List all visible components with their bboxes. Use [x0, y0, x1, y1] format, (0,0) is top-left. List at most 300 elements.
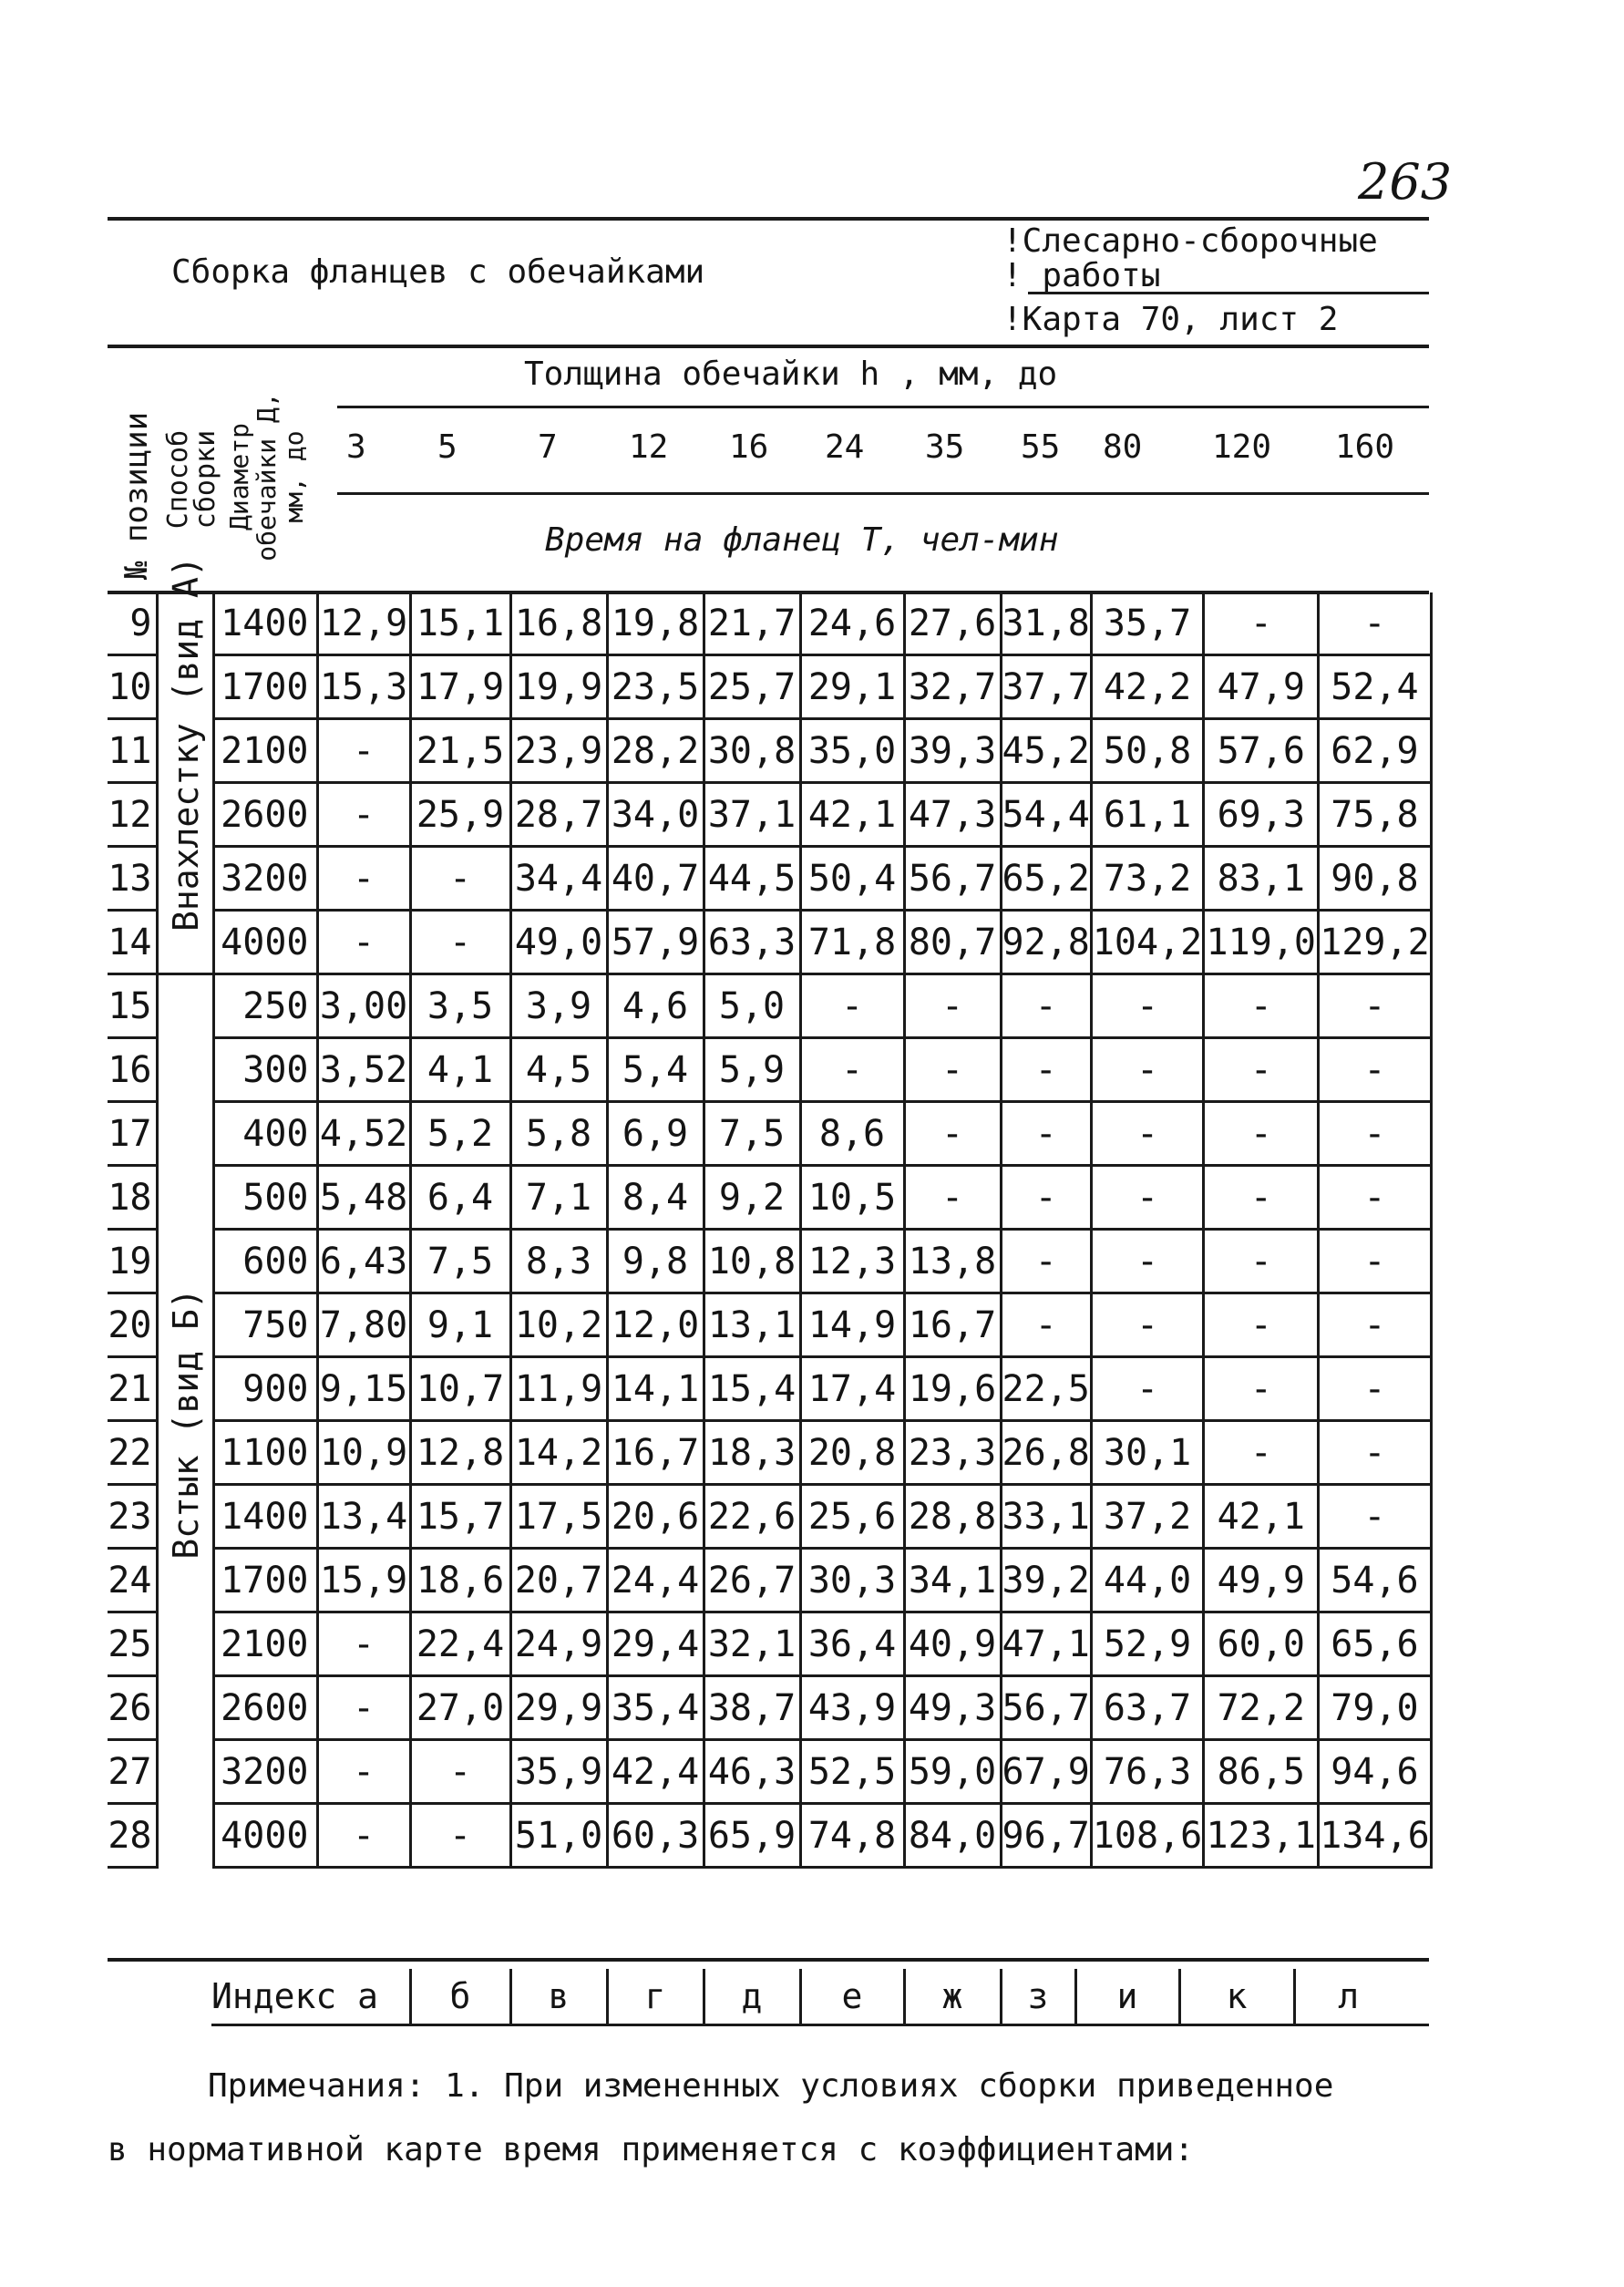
diameter-label: Диаметр обечайки Д, мм, до	[224, 392, 309, 561]
time-value-cell: 28,7	[510, 783, 607, 847]
time-value-cell: -	[1204, 1293, 1319, 1357]
position-cell: 17	[108, 1102, 157, 1166]
time-value-cell: -	[410, 847, 510, 911]
diameter-cell: 1100	[213, 1421, 317, 1485]
time-value-cell: 62,9	[1319, 719, 1431, 783]
time-value-cell: 8,4	[607, 1166, 704, 1230]
time-value-cell: -	[1204, 1102, 1319, 1166]
time-label: Время на фланец Т, чел-мин	[545, 521, 1059, 559]
time-value-cell: 9,8	[607, 1230, 704, 1293]
time-value-cell: -	[1319, 1485, 1431, 1549]
header-bottom-rule	[108, 345, 1429, 348]
time-value-cell: 14,1	[607, 1357, 704, 1421]
time-value-cell: 8,3	[510, 1230, 607, 1293]
time-value-cell: -	[1319, 1102, 1431, 1166]
time-value-cell: 96,7	[1001, 1804, 1091, 1868]
time-value-cell: 50,4	[800, 847, 904, 911]
time-value-cell: 32,7	[904, 655, 1001, 719]
time-value-cell: 5,8	[510, 1102, 607, 1166]
time-value-cell: -	[317, 1804, 410, 1868]
table-row	[108, 1293, 1431, 1357]
table-row	[108, 1357, 1431, 1421]
index-letter-cell: и	[1075, 1969, 1179, 2024]
time-value-cell: 10,9	[317, 1421, 410, 1485]
diameter-cell: 500	[213, 1166, 317, 1230]
time-value-cell: 3,5	[410, 974, 510, 1038]
time-value-cell: 26,7	[704, 1549, 800, 1612]
time-value-cell: 32,1	[704, 1612, 800, 1676]
time-value-cell: 7,5	[704, 1102, 800, 1166]
time-value-cell: 52,4	[1319, 655, 1431, 719]
position-cell: 21	[108, 1357, 157, 1421]
method-butt-label: Встык (вид Б)	[165, 1288, 206, 1560]
time-value-cell: 45,2	[1001, 719, 1091, 783]
position-cell: 10	[108, 655, 157, 719]
position-cell: 12	[108, 783, 157, 847]
time-value-cell: -	[904, 974, 1001, 1038]
time-value-cell: 5,4	[607, 1038, 704, 1102]
note-line1: Примечания: 1. При измененных условиях сборки приведенное	[208, 2067, 1334, 2105]
diameter-cell: 2600	[213, 1676, 317, 1740]
time-value-cell: -	[1001, 974, 1091, 1038]
time-value-cell: -	[1204, 1166, 1319, 1230]
time-value-cell: 47,9	[1204, 655, 1319, 719]
time-value-cell: 4,52	[317, 1102, 410, 1166]
diameter-cell: 900	[213, 1357, 317, 1421]
time-value-cell: 57,9	[607, 911, 704, 974]
time-value-cell: 12,9	[317, 592, 410, 655]
time-value-cell: -	[1204, 1421, 1319, 1485]
time-value-cell: -	[1091, 1293, 1203, 1357]
time-value-cell: -	[1319, 1230, 1431, 1293]
time-value-cell: 80,7	[904, 911, 1001, 974]
time-value-cell: 35,4	[607, 1676, 704, 1740]
thickness-label: Толщина обечайки h , мм, до	[524, 355, 1058, 393]
time-value-cell: 22,4	[410, 1612, 510, 1676]
time-value-cell: -	[1204, 1038, 1319, 1102]
thickness-160: 160	[1335, 428, 1395, 466]
time-value-cell: -	[317, 847, 410, 911]
time-value-cell: 37,2	[1091, 1485, 1203, 1549]
table-row	[108, 1166, 1431, 1230]
time-value-cell: 44,0	[1091, 1549, 1203, 1612]
time-value-cell: 60,0	[1204, 1612, 1319, 1676]
time-value-cell: 38,7	[704, 1676, 800, 1740]
time-value-cell: 30,8	[704, 719, 800, 783]
time-value-cell: 11,9	[510, 1357, 607, 1421]
time-value-cell: 47,3	[904, 783, 1001, 847]
thickness-55: 55	[1021, 428, 1061, 466]
index-table	[211, 1969, 1402, 2024]
position-cell: 14	[108, 911, 157, 974]
time-value-cell: 119,0	[1204, 911, 1319, 974]
time-value-cell: 79,0	[1319, 1676, 1431, 1740]
time-value-cell: -	[1319, 1357, 1431, 1421]
diameter-cell: 2600	[213, 783, 317, 847]
time-value-cell: -	[1091, 1166, 1203, 1230]
time-value-cell: -	[317, 911, 410, 974]
table-row	[108, 1230, 1431, 1293]
time-value-cell: 15,9	[317, 1549, 410, 1612]
thickness-5: 5	[437, 428, 457, 466]
time-value-cell: -	[1319, 1166, 1431, 1230]
diameter-cell: 4000	[213, 911, 317, 974]
table-row	[108, 1740, 1431, 1804]
table-row	[108, 911, 1431, 974]
time-value-cell: -	[317, 1612, 410, 1676]
time-value-cell: -	[1001, 1102, 1091, 1166]
diameter-cell: 4000	[213, 1804, 317, 1868]
index-top-rule	[108, 1958, 1429, 1962]
time-value-cell: 50,8	[1091, 719, 1203, 783]
time-value-cell: 35,9	[510, 1740, 607, 1804]
time-value-cell: 51,0	[510, 1804, 607, 1868]
time-value-cell: 15,1	[410, 592, 510, 655]
column-header-pos	[108, 352, 160, 592]
table-row	[108, 1038, 1431, 1102]
diameter-cell: 400	[213, 1102, 317, 1166]
time-value-cell: 3,00	[317, 974, 410, 1038]
time-value-cell: 104,2	[1091, 911, 1203, 974]
time-value-cell: -	[1319, 974, 1431, 1038]
time-value-cell: 40,9	[904, 1612, 1001, 1676]
time-value-cell: 12,8	[410, 1421, 510, 1485]
diameter-cell: 600	[213, 1230, 317, 1293]
time-value-cell: 65,6	[1319, 1612, 1431, 1676]
time-value-cell: 60,3	[607, 1804, 704, 1868]
time-value-cell: 123,1	[1204, 1804, 1319, 1868]
time-value-cell: 36,4	[800, 1612, 904, 1676]
time-value-cell: 8,6	[800, 1102, 904, 1166]
time-value-cell: 71,8	[800, 911, 904, 974]
method-overlap-cell	[157, 556, 213, 974]
time-value-cell: 33,1	[1001, 1485, 1091, 1549]
time-value-cell: 56,7	[904, 847, 1001, 911]
time-value-cell: 20,7	[510, 1549, 607, 1612]
time-value-cell: -	[1001, 1038, 1091, 1102]
thickness-values-row	[319, 428, 1429, 483]
time-value-cell: -	[317, 719, 410, 783]
time-value-cell: -	[317, 783, 410, 847]
index-letter-cell: д	[704, 1969, 800, 2024]
position-cell: 13	[108, 847, 157, 911]
time-value-cell: 46,3	[704, 1740, 800, 1804]
time-value-cell: 28,8	[904, 1485, 1001, 1549]
table-row	[108, 719, 1431, 783]
table-row	[108, 1421, 1431, 1485]
table-row	[108, 1485, 1431, 1549]
position-cell: 18	[108, 1166, 157, 1230]
time-value-cell: 25,9	[410, 783, 510, 847]
card-number: !Карта 70, лист 2	[1002, 301, 1339, 338]
time-value-cell: 19,8	[607, 592, 704, 655]
time-value-cell: 57,6	[1204, 719, 1319, 783]
time-value-cell: 17,4	[800, 1357, 904, 1421]
position-cell: 28	[108, 1804, 157, 1868]
work-category-line2: ! работы	[1002, 257, 1161, 294]
position-cell: 20	[108, 1293, 157, 1357]
position-cell: 26	[108, 1676, 157, 1740]
time-value-cell: 19,6	[904, 1357, 1001, 1421]
time-value-cell: 52,5	[800, 1740, 904, 1804]
time-value-cell: 76,3	[1091, 1740, 1203, 1804]
work-category-line1: !Слесарно-сборочные	[1002, 222, 1378, 260]
time-value-cell: 25,7	[704, 655, 800, 719]
table-row	[108, 1804, 1431, 1868]
table-row	[108, 974, 1431, 1038]
time-value-cell: 29,4	[607, 1612, 704, 1676]
time-value-cell: 27,6	[904, 592, 1001, 655]
thickness-values-rule	[337, 492, 1429, 495]
time-value-cell: 63,7	[1091, 1676, 1203, 1740]
time-value-cell: -	[1319, 1293, 1431, 1357]
note-line2: в нормативной карте время применяется с коэффициентами:	[108, 2131, 1195, 2169]
time-value-cell: 90,8	[1319, 847, 1431, 911]
time-value-cell: -	[1091, 1102, 1203, 1166]
time-value-cell: -	[1001, 1293, 1091, 1357]
time-value-cell: 37,1	[704, 783, 800, 847]
time-value-cell: 44,5	[704, 847, 800, 911]
position-cell: 24	[108, 1549, 157, 1612]
time-value-cell: 54,4	[1001, 783, 1091, 847]
index-letter-cell: к	[1179, 1969, 1294, 2024]
time-value-cell: 72,2	[1204, 1676, 1319, 1740]
time-value-cell: 13,4	[317, 1485, 410, 1549]
time-value-cell: 73,2	[1091, 847, 1203, 911]
time-value-cell: -	[1319, 1421, 1431, 1485]
diameter-cell: 250	[213, 974, 317, 1038]
position-cell: 22	[108, 1421, 157, 1485]
time-value-cell: 49,0	[510, 911, 607, 974]
time-value-cell: 9,1	[410, 1293, 510, 1357]
time-value-cell: 39,2	[1001, 1549, 1091, 1612]
time-value-cell: -	[1091, 974, 1203, 1038]
time-value-cell: 65,9	[704, 1804, 800, 1868]
time-value-cell: 42,1	[800, 783, 904, 847]
index-letter-cell: ж	[904, 1969, 1001, 2024]
time-value-cell: 54,6	[1319, 1549, 1431, 1612]
table-row	[108, 847, 1431, 911]
time-value-cell: 13,8	[904, 1230, 1001, 1293]
time-value-cell: 17,9	[410, 655, 510, 719]
time-value-cell: 27,0	[410, 1676, 510, 1740]
time-value-cell: 5,48	[317, 1166, 410, 1230]
time-value-cell: 30,1	[1091, 1421, 1203, 1485]
time-value-cell: 40,7	[607, 847, 704, 911]
time-value-cell: -	[800, 974, 904, 1038]
time-value-cell: 34,0	[607, 783, 704, 847]
time-value-cell: 63,3	[704, 911, 800, 974]
thickness-rule	[337, 406, 1429, 408]
table-row	[108, 655, 1431, 719]
time-value-cell: 74,8	[800, 1804, 904, 1868]
diameter-cell: 3200	[213, 847, 317, 911]
time-value-cell: 3,52	[317, 1038, 410, 1102]
time-value-cell: 52,9	[1091, 1612, 1203, 1676]
time-value-cell: 16,7	[904, 1293, 1001, 1357]
position-cell: 19	[108, 1230, 157, 1293]
header-top-rule	[108, 217, 1429, 221]
time-value-cell: 18,3	[704, 1421, 800, 1485]
time-value-cell: 9,2	[704, 1166, 800, 1230]
time-value-cell: 47,1	[1001, 1612, 1091, 1676]
column-header-diameter	[217, 352, 317, 592]
time-value-cell: -	[1319, 1038, 1431, 1102]
time-value-cell: 34,4	[510, 847, 607, 911]
card-title: Сборка фланцев с обечайками	[171, 253, 705, 291]
time-value-cell: 19,9	[510, 655, 607, 719]
table-row	[108, 783, 1431, 847]
table-row	[108, 1676, 1431, 1740]
time-value-cell: 14,2	[510, 1421, 607, 1485]
time-value-cell: 7,5	[410, 1230, 510, 1293]
time-value-cell: 4,1	[410, 1038, 510, 1102]
time-value-cell: 17,5	[510, 1485, 607, 1549]
time-value-cell: -	[800, 1038, 904, 1102]
table-row	[108, 1612, 1431, 1676]
time-value-cell: 12,3	[800, 1230, 904, 1293]
time-value-cell: 15,7	[410, 1485, 510, 1549]
time-value-cell: 5,9	[704, 1038, 800, 1102]
pos-label: № позиции	[118, 411, 155, 580]
time-value-cell: 7,80	[317, 1293, 410, 1357]
time-value-cell: 43,9	[800, 1676, 904, 1740]
time-value-cell: 16,7	[607, 1421, 704, 1485]
position-cell: 15	[108, 974, 157, 1038]
time-value-cell: -	[1204, 1357, 1319, 1421]
time-value-cell: 84,0	[904, 1804, 1001, 1868]
time-value-cell: 10,2	[510, 1293, 607, 1357]
index-letter-cell: б	[410, 1969, 510, 2024]
time-value-cell: 24,6	[800, 592, 904, 655]
time-value-cell: 108,6	[1091, 1804, 1203, 1868]
time-value-cell: 22,5	[1001, 1357, 1091, 1421]
time-value-cell: -	[1001, 1230, 1091, 1293]
time-value-cell: 35,0	[800, 719, 904, 783]
method-overlap-label: Внахлестку (вид А)	[165, 556, 206, 932]
time-value-cell: 12,0	[607, 1293, 704, 1357]
index-letter-cell: е	[800, 1969, 904, 2024]
time-value-cell: 15,4	[704, 1357, 800, 1421]
time-value-cell: 86,5	[1204, 1740, 1319, 1804]
time-value-cell: 75,8	[1319, 783, 1431, 847]
time-value-cell: 42,1	[1204, 1485, 1319, 1549]
thickness-24: 24	[825, 428, 865, 466]
time-value-cell: 129,2	[1319, 911, 1431, 974]
position-cell: 16	[108, 1038, 157, 1102]
time-value-cell: 22,6	[704, 1485, 800, 1549]
time-value-cell: 35,7	[1091, 592, 1203, 655]
time-value-cell: -	[904, 1102, 1001, 1166]
index-letter-cell: л	[1294, 1969, 1402, 2024]
position-cell: 25	[108, 1612, 157, 1676]
time-value-cell: 83,1	[1204, 847, 1319, 911]
time-value-cell: 16,8	[510, 592, 607, 655]
time-value-cell: 59,0	[904, 1740, 1001, 1804]
time-value-cell: -	[904, 1038, 1001, 1102]
time-value-cell: 34,1	[904, 1549, 1001, 1612]
thickness-35: 35	[925, 428, 965, 466]
time-value-cell: 15,3	[317, 655, 410, 719]
time-value-cell: 42,2	[1091, 655, 1203, 719]
time-value-cell: 21,7	[704, 592, 800, 655]
table-row	[108, 1102, 1431, 1166]
thickness-3: 3	[346, 428, 366, 466]
time-value-cell: -	[1319, 592, 1431, 655]
time-value-cell: 92,8	[1001, 911, 1091, 974]
diameter-cell: 1400	[213, 1485, 317, 1549]
time-value-cell: 65,2	[1001, 847, 1091, 911]
time-value-cell: 37,7	[1001, 655, 1091, 719]
thickness-12: 12	[629, 428, 669, 466]
time-value-cell: 39,3	[904, 719, 1001, 783]
diameter-cell: 300	[213, 1038, 317, 1102]
thickness-16: 16	[729, 428, 769, 466]
time-value-cell: 3,9	[510, 974, 607, 1038]
index-label: Индекс а	[211, 1976, 379, 2016]
time-value-cell: 42,4	[607, 1740, 704, 1804]
position-cell: 27	[108, 1740, 157, 1804]
norm-table	[108, 556, 1433, 1869]
diameter-cell: 2100	[213, 1612, 317, 1676]
time-value-cell: 25,6	[800, 1485, 904, 1549]
index-letter-cell: з	[1001, 1969, 1075, 2024]
thickness-120: 120	[1212, 428, 1272, 466]
time-value-cell: 26,8	[1001, 1421, 1091, 1485]
time-value-cell: -	[904, 1166, 1001, 1230]
index-letter-cell: в	[510, 1969, 607, 2024]
diameter-cell: 1700	[213, 1549, 317, 1612]
diameter-cell: 3200	[213, 1740, 317, 1804]
table-row	[108, 1549, 1431, 1612]
thickness-7: 7	[538, 428, 558, 466]
time-value-cell: 14,9	[800, 1293, 904, 1357]
position-cell: 9	[108, 592, 157, 655]
time-value-cell: 94,6	[1319, 1740, 1431, 1804]
time-value-cell: 24,9	[510, 1612, 607, 1676]
time-value-cell: 24,4	[607, 1549, 704, 1612]
time-value-cell: 49,9	[1204, 1549, 1319, 1612]
time-value-cell: 23,3	[904, 1421, 1001, 1485]
time-value-cell: -	[1091, 1230, 1203, 1293]
time-value-cell: -	[1091, 1038, 1203, 1102]
time-value-cell: 13,1	[704, 1293, 800, 1357]
time-value-cell: 134,6	[1319, 1804, 1431, 1868]
time-value-cell: 28,2	[607, 719, 704, 783]
table-row	[108, 592, 1431, 655]
time-value-cell: 21,5	[410, 719, 510, 783]
page-number: 263	[1358, 153, 1453, 211]
time-value-cell: 56,7	[1001, 1676, 1091, 1740]
index-bottom-rule	[211, 2024, 1429, 2026]
diameter-cell: 1400	[213, 592, 317, 655]
time-value-cell: 4,6	[607, 974, 704, 1038]
position-cell: 23	[108, 1485, 157, 1549]
time-value-cell: 30,3	[800, 1549, 904, 1612]
time-value-cell: -	[317, 1676, 410, 1740]
time-value-cell: -	[1204, 974, 1319, 1038]
time-value-cell: 6,4	[410, 1166, 510, 1230]
category-underline	[1028, 292, 1429, 294]
time-value-cell: 61,1	[1091, 783, 1203, 847]
time-value-cell: -	[1204, 1230, 1319, 1293]
method-label: Способ сборки	[162, 429, 221, 530]
time-value-cell: -	[410, 1740, 510, 1804]
time-value-cell: 9,15	[317, 1357, 410, 1421]
method-butt-cell	[157, 974, 213, 1868]
time-value-cell: -	[1204, 592, 1319, 655]
diameter-cell: 2100	[213, 719, 317, 783]
